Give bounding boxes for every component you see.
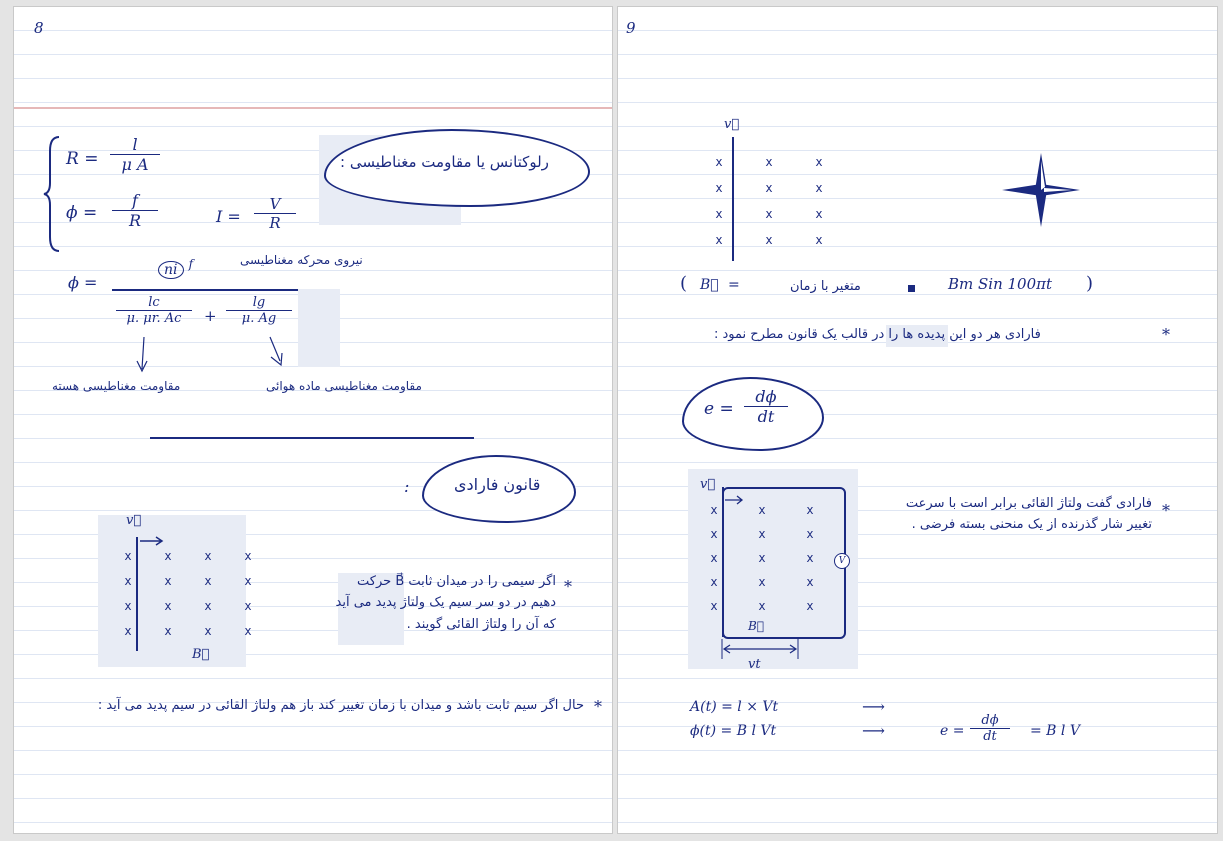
eq-phi-num: f [132, 191, 138, 210]
field-x: x [124, 574, 132, 588]
grid-b-label: B⃗ [192, 647, 210, 662]
field-eq-latin: Bm Sin 100πt [948, 275, 1053, 293]
b-field-grid-top [694, 155, 844, 247]
eq-r-lhs: R = [66, 149, 99, 169]
field-x: x [758, 575, 766, 589]
field-x: x [204, 549, 212, 563]
page-number: 9 [626, 19, 636, 37]
ni-sup: f [188, 257, 194, 271]
eq-r-den: μ A [110, 154, 160, 174]
field-x: x [758, 551, 766, 565]
phi-term1-num: lc [148, 295, 160, 310]
phi-term2-num: lg [252, 295, 266, 310]
vt-dimension-arrow-icon [718, 637, 818, 661]
ni-circled: ni [158, 261, 184, 279]
loop-v-label: v⃗ [700, 477, 716, 492]
field-x: x [765, 233, 773, 247]
final-num: dϕ [981, 713, 999, 728]
bullet-moving-wire: اگر سیمی را در میدان ثابت B⃗ حرکت دهیم در دو سر سیم یک ولتاژ پدید می آید که آن را ولتاژ القائی گویند . [335, 574, 556, 632]
eq-i-num: V [269, 195, 281, 213]
field-x: x [164, 624, 172, 638]
bullet-star: * [1162, 325, 1170, 344]
field-x: x [710, 599, 718, 613]
eq-r-num: l [132, 135, 138, 154]
right-page [617, 6, 1218, 834]
final-den: dt [970, 728, 1010, 744]
page-number: 8 [34, 19, 44, 37]
field-x: x [204, 574, 212, 588]
field-x: x [710, 575, 718, 589]
bullet-star: * [594, 697, 602, 716]
field-eq-b: B⃗ [700, 277, 719, 293]
voltmeter-icon: V [834, 553, 850, 569]
field-x: x [244, 599, 252, 613]
paren-open: ( [680, 273, 688, 294]
paren-close: ) [1086, 273, 1094, 294]
field-x: x [124, 599, 132, 613]
field-x: x [765, 155, 773, 169]
phi-term1-den: μ. μr. Ac [116, 310, 192, 326]
final-lhs: e = [940, 723, 965, 739]
field-x: x [204, 624, 212, 638]
arrow-icon: ⟶ [862, 697, 885, 716]
field-x: x [244, 549, 252, 563]
mmf-label: نیروی محرکه مغناطیسی [240, 253, 363, 267]
eq-phi-lhs: ϕ = [66, 203, 98, 223]
emf-num: dϕ [755, 387, 777, 406]
field-x: x [710, 503, 718, 517]
field-x: x [806, 503, 814, 517]
wire-v-label: v⃗ [724, 117, 740, 132]
emf-fraction [744, 387, 788, 426]
field-x: x [164, 599, 172, 613]
field-x: x [164, 574, 172, 588]
section-divider [150, 437, 474, 439]
field-x: x [715, 181, 723, 195]
field-x: x [164, 549, 172, 563]
bullet-star: * [564, 577, 572, 596]
b-field-grid-loop [690, 503, 834, 613]
emf-lhs: e = [704, 399, 734, 419]
field-x: x [710, 527, 718, 541]
field-x: x [244, 624, 252, 638]
field-x: x [758, 527, 766, 541]
field-x: x [715, 233, 723, 247]
final-rhs: = B l V [1030, 723, 1080, 739]
core-reluctance-label: مقاومت مغناطیسی هسته [52, 379, 181, 393]
field-x: x [124, 549, 132, 563]
field-x: x [204, 599, 212, 613]
field-x: x [244, 574, 252, 588]
loop-b-label: B⃗ [748, 619, 765, 633]
eq-i-lhs: I = [216, 207, 241, 226]
field-x: x [815, 207, 823, 221]
b-field-grid-left [108, 549, 268, 638]
field-x: x [715, 207, 723, 221]
field-x: x [815, 181, 823, 195]
faraday-title: قانون فارادی [454, 475, 541, 494]
field-x: x [806, 599, 814, 613]
wire-v-label: v⃗ [126, 513, 142, 528]
emf-den: dt [744, 406, 788, 426]
field-x: x [758, 503, 766, 517]
eq-i-den: R [254, 213, 296, 232]
reluctance-label: رلوکتانس یا مقاومت مغناطیسی : [340, 153, 549, 171]
faraday-law-line: فارادی هر دو این پدیده ها را در قالب یک قانون مطرح نمود : [714, 327, 1041, 342]
faraday-description: فارادی گفت ولتاژ القائی برابر است با سرعت تغییر شار گذرنده از یک منحنی بسته فرضی . [905, 496, 1152, 533]
faraday-colon: : [404, 477, 410, 496]
velocity-arrow-icon [138, 535, 166, 547]
field-x: x [715, 155, 723, 169]
field-x: x [765, 181, 773, 195]
rotating-field-star-icon [1002, 153, 1080, 227]
phi-term2-den: μ. Ag [226, 310, 292, 326]
arrow-icon: ⟶ [862, 721, 885, 740]
phi-full-lhs: ϕ = [68, 273, 98, 292]
field-x: x [765, 207, 773, 221]
field-eq-equals: = [728, 277, 740, 293]
left-page [13, 6, 613, 834]
final-fraction [970, 713, 1010, 744]
field-x: x [710, 551, 718, 565]
field-x: x [806, 527, 814, 541]
field-x: x [758, 599, 766, 613]
field-x: x [815, 233, 823, 247]
field-x: x [806, 551, 814, 565]
plus-sign: + [204, 307, 217, 325]
area-eq: A(t) = l × Vt [690, 699, 779, 715]
bullet-square-icon [908, 285, 915, 292]
field-x: x [806, 575, 814, 589]
flux-eq: ϕ(t) = B l Vt [690, 723, 777, 739]
air-reluctance-label: مقاومت مغناطیسی ماده هوائی [266, 379, 422, 393]
field-x: x [124, 624, 132, 638]
eq-phi-den: R [112, 210, 158, 230]
annotation-arrows [14, 7, 612, 407]
bullet-star: * [1162, 501, 1170, 520]
field-eq-persian: متغیر با زمان [790, 279, 861, 294]
field-x: x [815, 155, 823, 169]
bullet-varying-field: حال اگر سیم ثابت باشد و میدان با زمان تغییر کند باز هم ولتاژ القائی در سیم پدید می آید : [97, 698, 584, 713]
loop-vt-label: vt [748, 657, 761, 672]
